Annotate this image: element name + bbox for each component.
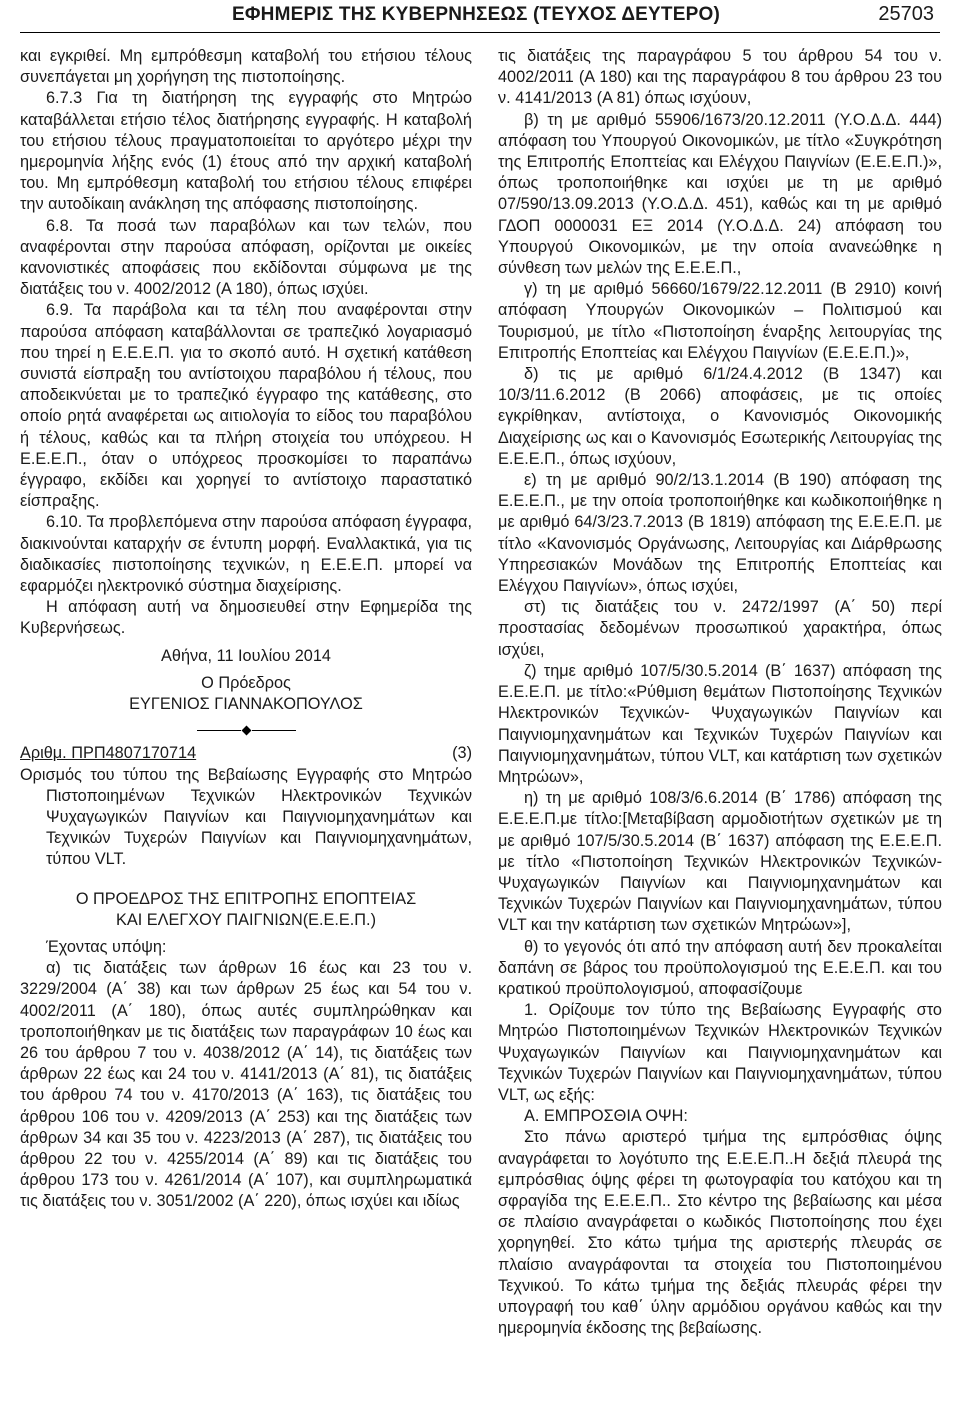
diamond-icon	[241, 725, 251, 735]
decision-number: Αριθμ. ΠΡΠ4807170714	[20, 744, 197, 763]
paragraph-fee-continuation: και εγκριθεί. Μη εμπρόθεσμη καταβολή του ετήσιου τέλους συνεπάγεται μη χορήγηση της πιστοποίησης.	[20, 47, 472, 87]
item-i: η) τη με αριθμό 108/3/6.6.2014 (Β΄ 1786) απόφαση της Ε.Ε.Ε.Π.με τίτλο:[Μεταβίβαση αρμοδιοτήτων σχετικών με τη με αριθμό 107/5/30.5.2014 (Β΄ 1637) απόφαση της Ε.Ε.Ε.Π. με τίτλο «Πιστοποίηση Τεχνικών Ηλεκτρονικών Τεχνικών-Ψυχαγωγικών Παιγνίων και Παιγνιομηχανημάτων και Τεχνικών Τυχερών Παιγνίων και Παιγνιομηχανημάτων, τύπου VLT και την κατάρτιση των σχετικών Μητρώων»],	[498, 789, 942, 935]
signer-name: ΕΥΓΕΝΙΟΣ ΓΙΑΝΝΑΚΟΠΟΥΛΟΣ	[129, 695, 363, 714]
paragraph-6-8: 6.8. Τα ποσά των παραβόλων και των τελών, που αναφέρονται στην παρούσα απόφαση, ορίζονται με οικείες κανονιστικές αποφάσεις που εκδίδονται σύμφωνα με της διατάξεις του ν. 4002/2012 (Α 180), όπως ισχύει.	[20, 216, 472, 299]
item-b: β) τη με αριθμό 55906/1673/20.12.2011 (Υ.Ο.Δ.Δ. 444) απόφαση του Υπουργού Οικονομικών, με τίτλο «Συγκρότηση της Επιτροπής Εποπτείας και Ελέγχου Παιγνίων (Ε.Ε.Ε.Π.)», όπως τροποποιήθηκε και ισχύει με τη με αριθμό 07/590/13.09.2013 (Υ.Ο.Δ.Δ. 451), καθώς και τη με αριθμό ΓΔΟΠ 0000031 ΕΞ 2014 (Υ.Ο.Δ.Δ. 24) απόφαση του Υπουργού Οικονομικών, με την οποία ανανεώθηκε η σύνθεση των μελών της Ε.Ε.Ε.Π.,	[498, 110, 942, 278]
item-z: ζ) τημε αριθμό 107/5/30.5.2014 (Β΄ 1637) απόφαση της Ε.Ε.Ε.Π. με τίτλο:«Ρύθμιση θεμάτων Πιστοποίησης Τεχνικών Ηλεκτρονικών Τεχνικών- Ψυχαγωγικών Παιγνίων και Παιγνιομηχανημάτων και Τεχνικών Τυχερών Παιγνίων και Παιγνιομηχανημάτων, τύπου VLT, και κατάρτιση των σχετικών Μητρώων»,	[498, 661, 942, 786]
gazette-title: ΕΦΗΜΕΡΙΣ ΤΗΣ ΚΥΒΕΡΝΗΣΕΩΣ (ΤΕΥΧΟΣ ΔΕΥΤΕΡΟ)	[232, 4, 720, 25]
having-regard: Έχοντας υπόψη:	[46, 937, 167, 956]
section-divider	[20, 721, 472, 739]
item-a-continuation: τις διατάξεις της παραγράφου 5 του άρθρου 54 του ν. 4002/2011 (Α 180) και της παραγράφου 8 του άρθρου 23 του ν. 4141/2013 (Α 81) όπως ισχύουν,	[498, 47, 942, 108]
article-1: 1. Ορίζουμε τον τύπο της Βεβαίωσης Εγγραφής στο Μητρώο Πιστοποιημένων Τεχνικών Ηλεκτρονικών Τεχνικών Ψυχαγωγικών Παιγνίων και Παιγνιομηχανημάτων και Τεχνικών Τυχερών Παιγνίων και Παιγνιομηχανημάτων, τύπου VLT, ως εξής:	[498, 1001, 942, 1104]
authority-heading-line1: Ο ΠΡΟΕΔΡΟΣ ΤΗΣ ΕΠΙΤΡΟΠΗΣ ΕΠΟΠΤΕΙΑΣ	[75, 889, 417, 908]
paragraph-6-7-3: 6.7.3 Για τη διατήρηση της εγγραφής στο Μητρώο καταβάλλεται ετήσιο τέλος διατήρησης εγγραφής. Η καταβολή του ετήσιου τέλους πραγματοποιείται το αργότερο μέχρι την ημερομηνία λήξης ενός (1) έτους από την αρχική καταβολή του. Μη εμπρόθεσμη καταβολή του ετήσιου τέλους επιφέρει την αυτοδίκαιη ανάκληση της απόφασης πιστοποίησης.	[20, 89, 472, 214]
item-a: α) τις διατάξεις των άρθρων 16 έως και 23 του ν. 3229/2004 (Α΄ 38) και των άρθρων 25 έως και 54 του ν. 4002/2011 (Α΄ 180), όπως αυτές συμπληρώθηκαν και τροποποιήθηκαν με τις διατάξεις των παραγράφων 10 έως και 26 του άρθρου 7 του ν. 4038/2012 (Α΄ 14), τις διατάξεις των άρθρων 22 έως και 24 του ν. 4141/2013 (Α΄ 81), τις διατάξεις του άρθρου 74 του ν. 4170/2013 (Α΄ 163), τις διατάξεις του άρθρου 106 του ν. 4209/2013 (Α΄ 253) και της διατάξεις των άρθρων 34 και 35 του ν. 4223/2013 (Α΄ 287), τις διατάξεις του άρθρου 22 του ν. 4255/2014 (Α΄ 89) και τις διατάξεις του άρθρου 173 του ν. 4261/2014 (Α΄ 107), και συμπληρωματικά τις διατάξεις του ν. 3051/2002 (Α΄ 220), όπως ισχύει και ιδίως	[20, 959, 472, 1211]
paragraph-6-9: 6.9. Τα παράβολα και τα τέλη που αναφέρονται στην παρούσα απόφαση καταβάλλονται σε τραπεζικό λογαριασμό που τηρεί η Ε.Ε.Ε.Π. για το σκοπό αυτό. Η σχετική κατάθεση συνιστά είσπραξη του αντίστοιχου παραβόλου ή τέλους, που αποδεικνύεται με το τραπεζικό έγγραφο της κατάθεσης, στο οποίο ρητά αναφέρεται ως αιτιολογία το είδος του παραβόλου ή τέλους, καθώς και τα πλήρη στοιχεία του υπόχρεου. Η Ε.Ε.Ε.Π., όταν ο υπόχρεος προσκομίσει το παραπάνω έγγραφο, εκδίδει και χορηγεί το αντίστοιχο παραστατικό είσπραξης.	[20, 301, 472, 511]
decision-title: Ορισμός του τύπου της Βεβαίωσης Εγγραφής στο Μητρώο Πιστοποιημένων Τεχνικών Ηλεκτρονικών Τεχνικών Ψυχαγωγικών Παιγνίων και Παιγνιομηχανημάτων και Τεχνικών Τυχερών Παιγνίων και Παιγνιομηχανημάτων, τύπου VLT.	[20, 765, 472, 869]
paragraph-6-10: 6.10. Τα προβλεπόμενα στην παρούσα απόφαση έγγραφα, διακινούνται καταρχήν σε έντυπη μορφή. Εναλλακτικά, για τις διαδικασίες πιστοποίησης τεχνικών, η Ε.Ε.Ε.Π. μπορεί να εφαρμόζει ηλεκτρονικό σύστημα διαχείρισης.	[20, 513, 472, 596]
signer-title: Ο Πρόεδρος	[201, 673, 291, 692]
paragraph-publication: Η απόφαση αυτή να δημοσιευθεί στην Εφημερίδα της Κυβερνήσεως.	[20, 598, 472, 638]
header-rule	[20, 32, 940, 33]
decision-sequence: (3)	[452, 744, 472, 763]
left-column	[20, 46, 472, 1213]
date-line: Αθήνα, 11 Ιουλίου 2014	[161, 646, 331, 665]
item-c: γ) τη με αριθμό 56660/1679/22.12.2011 (Β 2910) κοινή απόφαση Υπουργών Οικονομικών – Πολιτισμού και Τουρισμού, με τίτλο «Πιστοποίηση έναρξης λειτουργίας της Επιτροπής Εποπτείας και Ελέγχου Παιγνίων (Ε.Ε.Ε.Π.)»,	[498, 280, 942, 362]
item-st: στ) τις διατάξεις του ν. 2472/1997 (Α΄ 50) περί προστασίας δεδομένων προσωπικού χαρακτήρα, όπως ισχύει,	[498, 598, 942, 659]
decision-reference	[20, 743, 472, 764]
page-number: 25703	[878, 3, 934, 25]
item-th: θ) το γεγονός ότι από την απόφαση αυτή δεν προκαλείται δαπάνη σε βάρος του προϋπολογισμού της Ε.Ε.Ε.Π. και του κρατικού προϋπολογισμού, αποφασίζουμε	[498, 937, 942, 998]
section-a-heading: Α. ΕΜΠΡΟΣΘΙΑ ΟΨΗ:	[524, 1107, 688, 1126]
item-e: ε) τη με αριθμό 90/2/13.1.2014 (Β 190) απόφαση της Ε.Ε.Ε.Π., με την οποία τροποποιήθηκε και κωδικοποιήθηκε η με αριθμό 64/3/23.7.2013 (Β 1819) απόφαση της Ε.Ε.Ε.Π. με τίτλο «Κανονισμός Οργάνωσης, Λειτουργίας και Διάρθρωσης Υπηρεσιακών Μονάδων της Επιτροπής Εποπτείας και Ελέγχου Παιγνίων», όπως ισχύει,	[498, 471, 942, 596]
right-column	[498, 46, 942, 1339]
section-a-text: Στο πάνω αριστερό τμήμα της εμπρόσθιας όψης αναγράφεται το λογότυπο της Ε.Ε.Ε.Π..Η δεξιά πλευρά της εμπρόσθιας όψης φέρει τη φωτογραφία του κατόχου και τη σφραγίδα της Ε.Ε.Ε.Π.. Στο κέντρο της βεβαίωσης και μέσα σε πλαίσιο αναγράφεται ο κωδικός Πιστοποίησης που έχει χορηγηθεί. Στο κάτω τμήμα της αριστερής πλευράς σε πλαίσιο αναγράφονται τα στοιχεία του Πιστοποιημένου Τεχνικού. Το κάτω τμήμα της δεξιάς πλευράς φέρει την υπογραφή του καθ΄ ύλην αρμόδιου οργάνου καθώς και την ημερομηνία έκδοσης της βεβαίωσης.	[498, 1128, 942, 1338]
page-header	[0, 0, 960, 34]
authority-heading-line2: ΚΑΙ ΕΛΕΓΧΟΥ ΠΑΙΓΝΙΩΝ(Ε.Ε.Ε.Π.)	[115, 910, 376, 929]
item-d: δ) τις με αριθμό 6/1/24.4.2012 (Β 1347) και 10/3/11.6.2012 (Β 2066) αποφάσεις, με τις οποίες εγκρίθηκαν, αντίστοιχα, ο Κανονισμός Οικονομικής Διαχείρισης ως και ο Κανονισμός Εσωτερικής Λειτουργίας της Ε.Ε.Ε.Π., όπως ισχύουν,	[498, 365, 942, 468]
